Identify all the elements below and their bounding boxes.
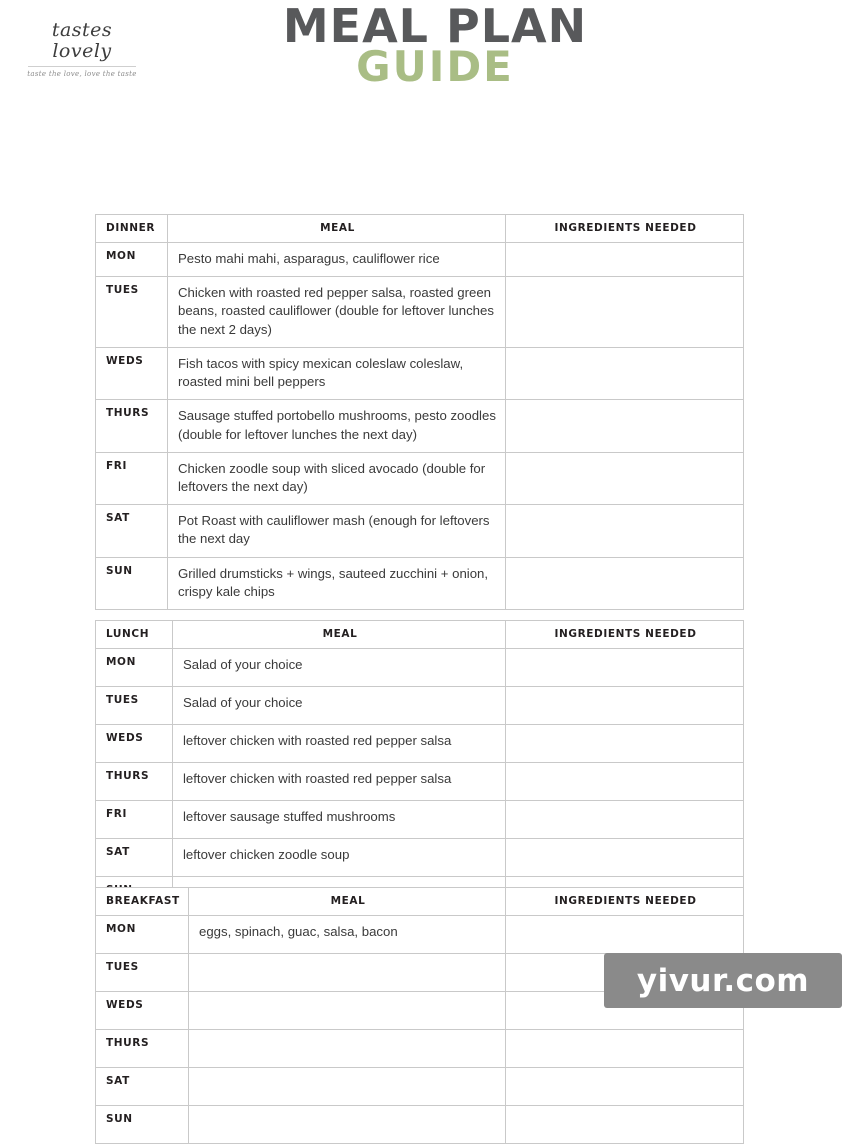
- table-row: [96, 557, 744, 609]
- table-row: [96, 839, 744, 877]
- dinner-ingredients[interactable]: [506, 277, 744, 348]
- dinner-meal[interactable]: Pot Roast with cauliflower mash (enough for leftovers the next day: [168, 505, 506, 557]
- table-row: [96, 763, 744, 801]
- lunch-meal[interactable]: leftover chicken with roasted red pepper salsa: [173, 725, 506, 763]
- lunch-meal[interactable]: leftover chicken with roasted red pepper salsa: [173, 763, 506, 801]
- breakfast-meal[interactable]: [189, 1068, 506, 1106]
- lunch-ingredients[interactable]: [506, 801, 744, 839]
- lunch-meal[interactable]: leftover sausage stuffed mushrooms: [173, 801, 506, 839]
- lunch-day: THURS: [96, 763, 173, 801]
- dinner-day: MON: [96, 243, 168, 277]
- dinner-table: [95, 214, 744, 610]
- dinner-ingredients[interactable]: [506, 400, 744, 452]
- table-row: [96, 687, 744, 725]
- watermark-text: yivur.com: [636, 962, 810, 999]
- lunch-meal[interactable]: Salad of your choice: [173, 649, 506, 687]
- lunch-header-day: LUNCH: [96, 621, 173, 649]
- page-title: [0, 0, 850, 92]
- title-line-1: MEAL PLAN: [282, 0, 588, 53]
- lunch-header-meal: MEAL: [173, 621, 506, 649]
- lunch-day: TUES: [96, 687, 173, 725]
- table-row: [96, 505, 744, 557]
- breakfast-meal[interactable]: [189, 1030, 506, 1068]
- table-row: [96, 649, 744, 687]
- dinner-ingredients[interactable]: [506, 452, 744, 504]
- breakfast-day: WEDS: [96, 992, 189, 1030]
- table-row: [96, 452, 744, 504]
- lunch-ingredients[interactable]: [506, 687, 744, 725]
- dinner-meal[interactable]: Chicken zoodle soup with sliced avocado (double for leftovers the next day): [168, 452, 506, 504]
- lunch-table: [95, 620, 744, 915]
- dinner-ingredients[interactable]: [506, 505, 744, 557]
- lunch-ingredients[interactable]: [506, 763, 744, 801]
- dinner-day: WEDS: [96, 347, 168, 399]
- lunch-ingredients[interactable]: [506, 649, 744, 687]
- table-row: [96, 1030, 744, 1068]
- table-row: [96, 347, 744, 399]
- breakfast-day: TUES: [96, 954, 189, 992]
- dinner-meal[interactable]: Sausage stuffed portobello mushrooms, pesto zoodles (double for leftover lunches the next day): [168, 400, 506, 452]
- breakfast-ingredients[interactable]: [506, 1106, 744, 1144]
- watermark-badge: [604, 953, 842, 1008]
- lunch-ingredients[interactable]: [506, 725, 744, 763]
- dinner-day: SUN: [96, 557, 168, 609]
- table-header-row: [96, 888, 744, 916]
- breakfast-ingredients[interactable]: [506, 916, 744, 954]
- table-row: [96, 400, 744, 452]
- table-row: [96, 1106, 744, 1144]
- breakfast-day: SAT: [96, 1068, 189, 1106]
- title-line-2: GUIDE: [356, 42, 514, 92]
- table-row: [96, 277, 744, 348]
- table-row: [96, 916, 744, 954]
- breakfast-meal[interactable]: [189, 954, 506, 992]
- breakfast-table: [95, 887, 744, 1144]
- lunch-day: FRI: [96, 801, 173, 839]
- dinner-ingredients[interactable]: [506, 557, 744, 609]
- table-row: [96, 725, 744, 763]
- dinner-ingredients[interactable]: [506, 243, 744, 277]
- dinner-meal[interactable]: Pesto mahi mahi, asparagus, cauliflower rice: [168, 243, 506, 277]
- breakfast-meal[interactable]: [189, 1106, 506, 1144]
- lunch-header-ingredients: INGREDIENTS NEEDED: [506, 621, 744, 649]
- table-header-row: [96, 215, 744, 243]
- breakfast-header-ingredients: INGREDIENTS NEEDED: [506, 888, 744, 916]
- table-row: [96, 243, 744, 277]
- dinner-header-day: DINNER: [96, 215, 168, 243]
- lunch-meal[interactable]: leftover chicken zoodle soup: [173, 839, 506, 877]
- brand-tagline: taste the love, love the taste: [27, 69, 137, 78]
- breakfast-day: MON: [96, 916, 189, 954]
- breakfast-ingredients[interactable]: [506, 1068, 744, 1106]
- lunch-day: SAT: [96, 839, 173, 877]
- page-header: [0, 0, 850, 100]
- dinner-meal[interactable]: Grilled drumsticks + wings, sauteed zucchini + onion, crispy kale chips: [168, 557, 506, 609]
- brand-name: tastes lovely: [51, 19, 113, 62]
- breakfast-header-day: BREAKFAST: [96, 888, 189, 916]
- table-header-row: [96, 621, 744, 649]
- table-row: [96, 1068, 744, 1106]
- dinner-day: SAT: [96, 505, 168, 557]
- dinner-meal[interactable]: Chicken with roasted red pepper salsa, roasted green beans, roasted cauliflower (double for leftover lunches the next 2 days): [168, 277, 506, 348]
- lunch-day: WEDS: [96, 725, 173, 763]
- breakfast-day: THURS: [96, 1030, 189, 1068]
- breakfast-day: SUN: [96, 1106, 189, 1144]
- dinner-day: THURS: [96, 400, 168, 452]
- lunch-ingredients[interactable]: [506, 839, 744, 877]
- table-row: [96, 801, 744, 839]
- breakfast-ingredients[interactable]: [506, 1030, 744, 1068]
- lunch-day: MON: [96, 649, 173, 687]
- dinner-day: FRI: [96, 452, 168, 504]
- dinner-ingredients[interactable]: [506, 347, 744, 399]
- breakfast-meal[interactable]: eggs, spinach, guac, salsa, bacon: [189, 916, 506, 954]
- dinner-day: TUES: [96, 277, 168, 348]
- dinner-header-ingredients: INGREDIENTS NEEDED: [506, 215, 744, 243]
- dinner-header-meal: MEAL: [168, 215, 506, 243]
- lunch-meal[interactable]: Salad of your choice: [173, 687, 506, 725]
- dinner-meal[interactable]: Fish tacos with spicy mexican coleslaw coleslaw, roasted mini bell peppers: [168, 347, 506, 399]
- breakfast-header-meal: MEAL: [189, 888, 506, 916]
